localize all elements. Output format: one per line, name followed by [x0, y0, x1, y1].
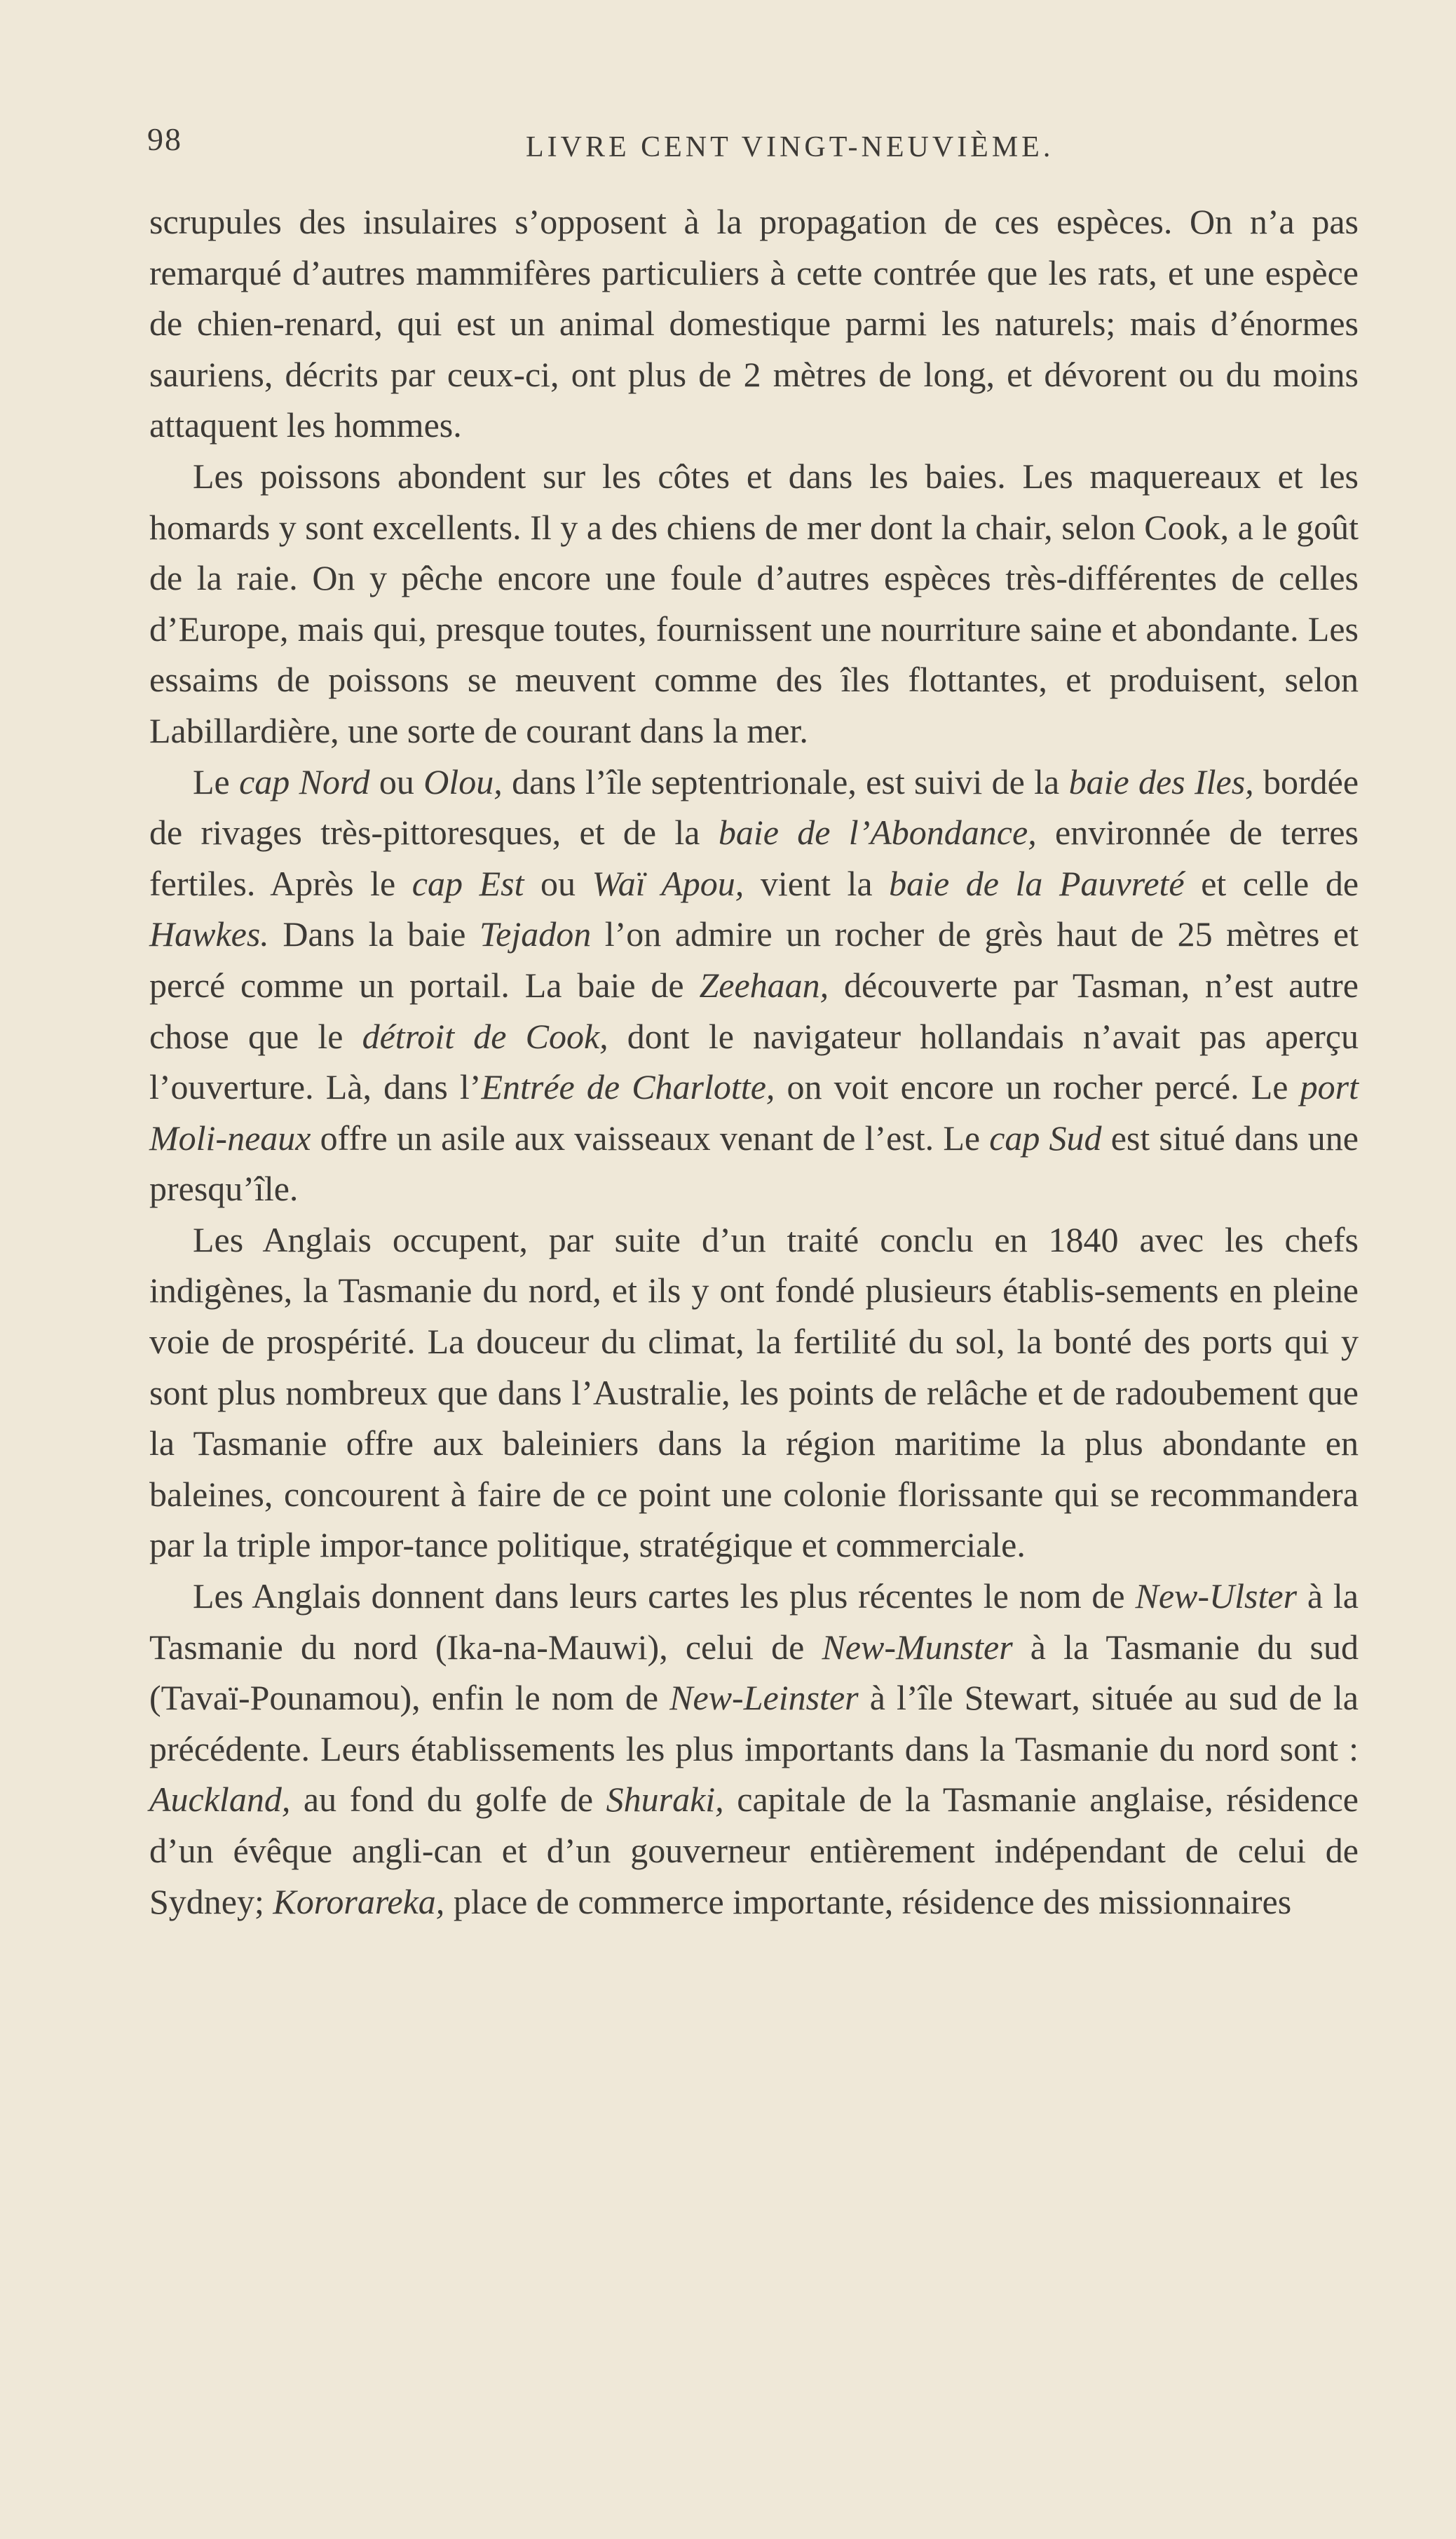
text-run: on voit encore un rocher percé. Le: [775, 1067, 1300, 1107]
text-run: Dans la baie: [268, 914, 479, 954]
text-run: à la Tasmanie du sud (Tavaï-Pounamou), enfin le nom de: [149, 1627, 1359, 1718]
text-run: Le: [193, 761, 240, 801]
text-run: ou: [524, 863, 592, 903]
italic-term: Entrée de Charlotte,: [481, 1067, 775, 1107]
paragraph: [149, 451, 1359, 757]
paragraph: [149, 757, 1359, 1214]
italic-term: Zeehaan,: [699, 965, 829, 1005]
running-head: LIVRE CENT VINGT-NEUVIÈME.: [526, 131, 1054, 163]
italic-term: détroit de Cook,: [362, 1016, 608, 1056]
italic-term: Kororareka,: [273, 1881, 445, 1921]
italic-term: New-Munster: [822, 1627, 1013, 1667]
text-run: Les Anglais donnent dans leurs cartes les plus récentes le nom de: [193, 1576, 1136, 1616]
text-run: dont le navigateur hollandais n’avait pas aperçu l’ouverture. Là, dans l’: [149, 1016, 1359, 1107]
body-text: [149, 196, 1359, 1927]
text-run: capitale de la Tasmanie anglaise, résidence d’un évêque angli-can et d’un gouverneur entièrement indépendant de celui de Sydney;: [149, 1780, 1359, 1921]
italic-term: Hawkes.: [149, 914, 269, 954]
italic-term: cap Sud: [989, 1118, 1102, 1158]
paragraph: [149, 196, 1359, 451]
text-run: vient la: [744, 863, 890, 903]
text-run: offre un asile aux vaisseaux venant de l’est. Le: [311, 1118, 990, 1158]
text-run: Les Anglais occupent, par suite d’un traité conclu en 1840 avec les chefs indigènes, la Tasmanie du nord, et ils y ont fondé plusieurs établis-sements en pleine voie de prospérité. La douceur du climat, la fertilité du sol, la bonté des ports qui y sont plus nombreux que dans l’Australie, les points de relâche et de radoubement que la Tasmanie offre aux baleiniers dans la région maritime la plus abondante en baleines, concourent à faire de ce point une colonie florissante qui se recommandera par la triple impor-tance politique, stratégique et commerciale.: [149, 1219, 1359, 1565]
italic-term: New-Leinster: [669, 1678, 859, 1718]
italic-term: cap Nord: [239, 761, 370, 801]
italic-term: New-Ulster: [1135, 1576, 1298, 1616]
text-run: est situé dans une presqu’île.: [149, 1118, 1359, 1209]
italic-term: Waï Apou,: [592, 863, 744, 903]
page-number: 98: [147, 121, 182, 157]
text-run: à l’île Stewart, située au sud de la précédente. Leurs établissements les plus importants dans la Tasmanie du nord sont :: [149, 1678, 1359, 1768]
italic-term: Tejadon: [479, 914, 592, 954]
text-run: place de commerce importante, résidence des missionnaires: [444, 1881, 1292, 1921]
text-run: dans l’île septentrionale, est suivi de la: [502, 761, 1069, 801]
text-run: scrupules des insulaires s’opposent à la propagation de ces espèces. On n’a pas remarqué d’autres mammifères particuliers à cette contrée que les rats, et une espèce de chien-renard, qui est un animal domestique parmi les naturels; mais d’énormes sauriens, décrits par ceux-ci, ont plus de 2 mètres de long, et dévorent ou du moins attaquent les hommes.: [149, 202, 1359, 445]
text-run: découverte par Tasman, n’est autre chose que le: [149, 965, 1359, 1056]
italic-term: Shuraki,: [606, 1780, 724, 1820]
text-run: Les poissons abondent sur les côtes et dans les baies. Les maquereaux et les homards y sont excellents. Il y a des chiens de mer dont la chair, selon Cook, a le goût de la raie. On y pêche encore une foule d’autres espèces très-différentes de celles d’Europe, mais qui, presque toutes, fournissent une nourriture saine et abondante. Les essaims de poissons se meuvent comme des îles flottantes, et produisent, selon Labillardière, une sorte de courant dans la mer.: [149, 456, 1359, 750]
italic-term: Auckland,: [149, 1780, 291, 1820]
italic-term: baie de l’Abondance,: [718, 813, 1037, 853]
italic-term: port Moli-neaux: [149, 1067, 1359, 1158]
italic-term: baie de la Pauvreté: [889, 863, 1185, 903]
italic-term: Olou,: [423, 761, 503, 801]
text-run: et celle de: [1184, 863, 1359, 903]
paragraph: [149, 1214, 1359, 1571]
italic-term: baie des Iles,: [1068, 761, 1254, 801]
text-run: à la Tasmanie du nord (Ika-na-Mauwi), celui de: [149, 1576, 1359, 1667]
text-run: ou: [369, 761, 424, 801]
text-run: bordée de rivages très-pittoresques, et de la: [149, 761, 1359, 853]
paragraph: [149, 1571, 1359, 1927]
page-header: [147, 121, 1360, 170]
text-run: au fond du golfe de: [290, 1780, 606, 1820]
text-run: environnée de terres fertiles. Après le: [149, 813, 1359, 903]
italic-term: cap Est: [411, 863, 524, 903]
text-run: l’on admire un rocher de grès haut de 25 mètres et percé comme un portail. La baie de: [149, 914, 1359, 1005]
